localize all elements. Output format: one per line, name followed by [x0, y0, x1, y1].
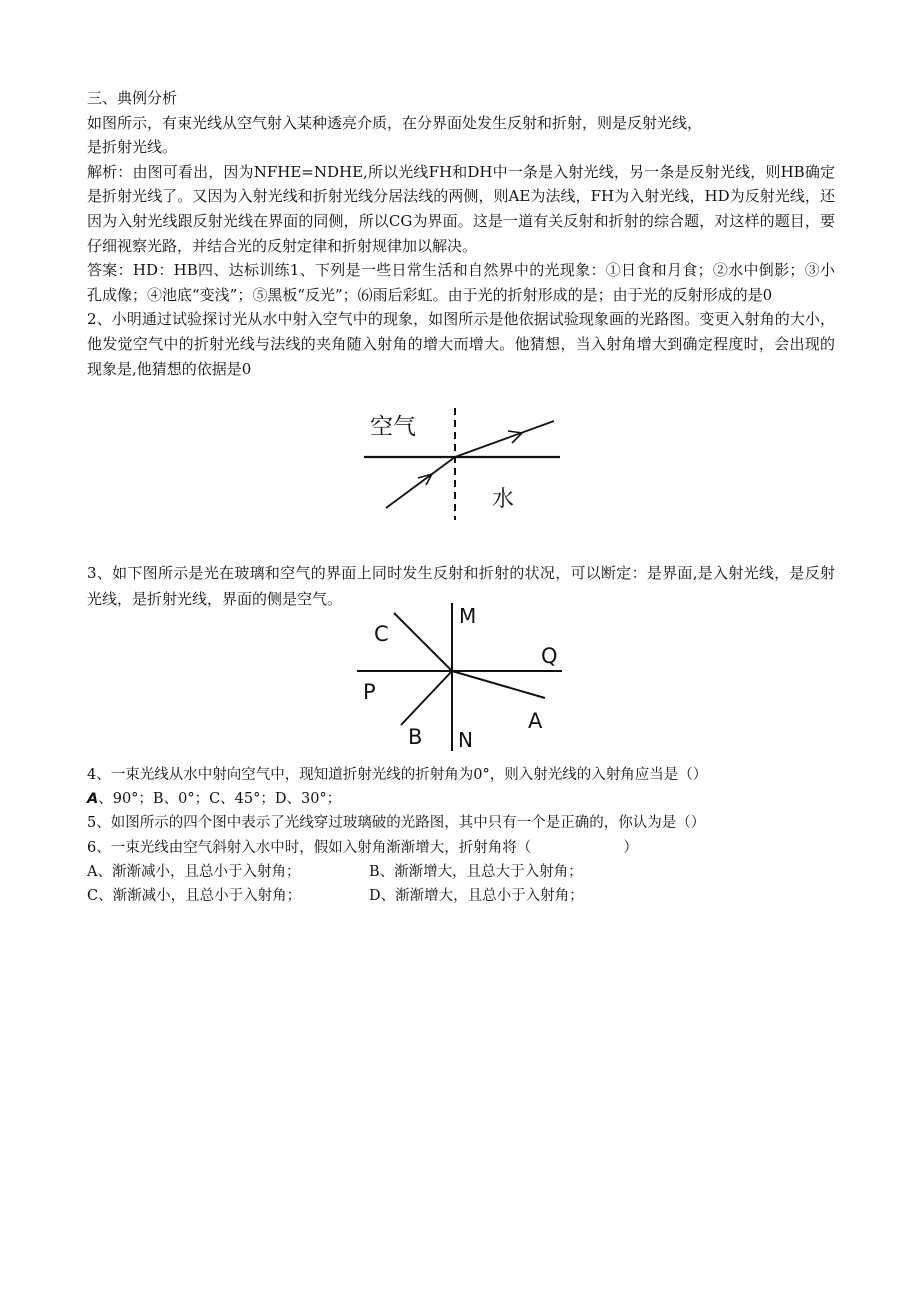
question-4-option-a-letter: A — [87, 791, 99, 808]
document-body — [87, 86, 835, 381]
section-heading: 三、典例分析 — [87, 89, 178, 107]
example-question-line1: 如图所示，有束光线从空气射入某种透亮介质，在分界面处发生反射和折射，则是反射光线， — [87, 113, 703, 132]
figure-water-air-refraction — [362, 404, 562, 522]
refracted-ray — [455, 421, 554, 457]
questions-4-to-6 — [87, 763, 835, 908]
question-2: 2、小明通过试验探讨光从水中射入空气中的现象，如图所示是他依据试验现象画的光路图。变更入射角的大小，他发觉空气中的折射光线与法线的夹角随入射角的增大而增大。他猜想，当入射角增大到确定程度时，会出现的现象是,他猜想的依据是0 — [87, 310, 835, 378]
label-N: N — [458, 728, 473, 752]
question-6-options-row2 — [87, 884, 835, 908]
example-question-line2: 是折射光线。 — [87, 138, 178, 157]
question-6-option-c: C、渐渐减小，且总小于入射角； — [87, 888, 302, 905]
question-6-option-d: D、渐渐增大，且总小于入射角； — [369, 888, 584, 905]
label-Q: Q — [541, 644, 558, 668]
question-4-options — [87, 787, 835, 811]
example-answer: 答案：HD：HB四、达标训练1、下列是一些日常生活和自然界中的光现象：①日食和月食；②水中倒影；③小孔成像；④池底“变浅”；⑤黑板“反光”；⑹雨后彩虹。由于光的折射形成的是；由于光的反射形成的是0 — [87, 261, 835, 304]
question-4: 4、一束光线从水中射向空气中，现知道折射光线的折射角为0°，则入射光线的入射角应当是（） — [87, 767, 708, 783]
incident-ray — [386, 457, 455, 508]
label-C: C — [374, 622, 389, 646]
label-M: M — [459, 604, 477, 628]
ray-C — [394, 613, 452, 671]
label-P: P — [363, 680, 376, 704]
label-B: B — [408, 725, 423, 749]
figure-glass-air-interface — [355, 601, 565, 753]
question-6: 6、一束光线由空气斜射入水中时，假如入射角渐渐增大，折射角将（ ） — [87, 839, 638, 856]
question-6-options-row1 — [87, 860, 835, 884]
label-air: 空气 — [370, 414, 416, 440]
question-6-option-b: B、渐渐增大，且总大于入射角； — [369, 863, 583, 880]
label-water: 水 — [492, 487, 515, 512]
ray-B — [401, 671, 452, 725]
ray-A — [452, 671, 545, 698]
label-A: A — [528, 709, 543, 733]
question-3: 3、如下图所示是光在玻璃和空气的界面上同时发生反射和折射的状况，可以断定：是界面,是入射光线，是反射光线，是折射光线，界面的侧是空气。 — [87, 564, 835, 608]
question-6-option-a: A、渐渐减小，且总小于入射角； — [87, 863, 301, 880]
example-analysis: 解析：由图可看出，因为NFHE=NDHE,所以光线FH和DH中一条是入射光线，另一条是反射光线，则HB确定是折射光线了。又因为入射光线和折射光线分居法线的两侧，则AE为法线，FH为入射光线，HD为反射光线，还因为入射光线跟反射光线在界面的同侧，所以CG为界面。这是一道有关反射和折射的综合题，对这样的题目，要仔细视察光路，并结合光的反射定律和折射规律加以解决。 — [87, 162, 835, 255]
question-5: 5、如图所示的四个图中表示了光线穿过玻璃破的光路图，其中只有一个是正确的，你认为是（） — [87, 815, 706, 832]
question-4-options-text: 、90°；B、0°；C、45°；D、30°； — [98, 791, 342, 808]
